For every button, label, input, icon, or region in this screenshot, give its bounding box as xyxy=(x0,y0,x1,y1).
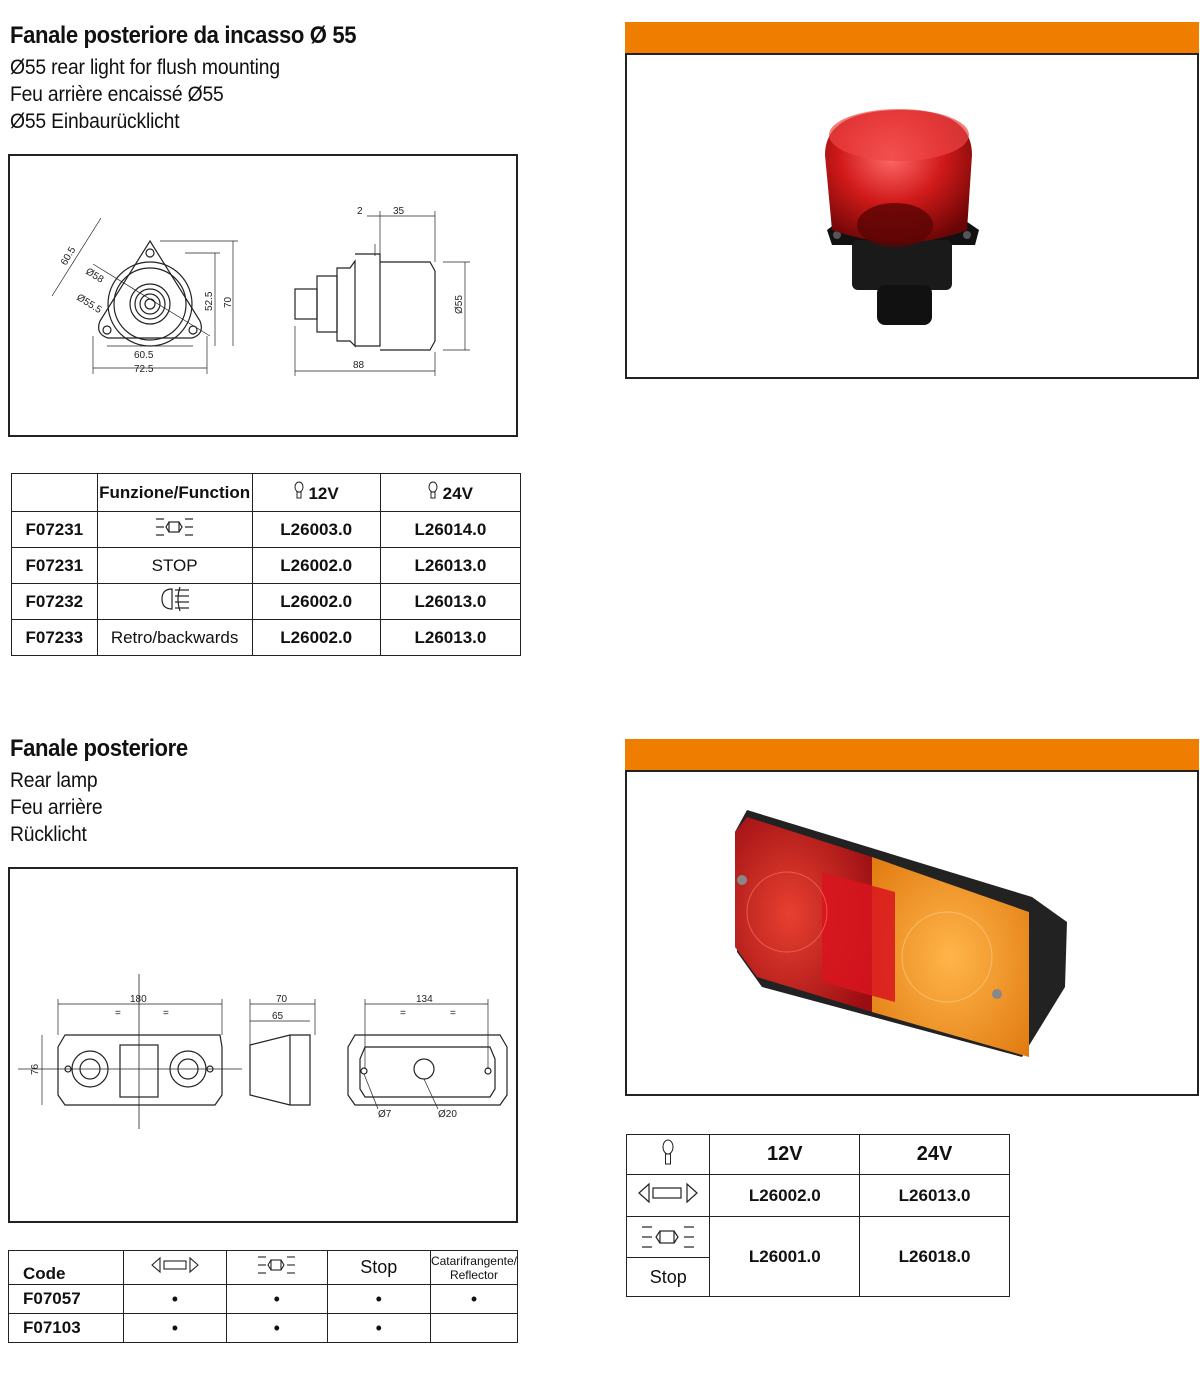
row-mark: • xyxy=(327,1314,430,1343)
row-12v: L26002.0 xyxy=(252,584,380,620)
table-row xyxy=(627,1175,1010,1217)
position-light-icon xyxy=(227,1251,327,1285)
bulb-icon xyxy=(627,1135,710,1175)
row-24v: L26014.0 xyxy=(380,512,520,548)
table-row xyxy=(12,512,521,548)
product-photo-2 xyxy=(625,770,1199,1096)
row-24v: L26013.0 xyxy=(380,584,520,620)
dim-eq: = xyxy=(163,1008,169,1019)
orange-header-bar-1 xyxy=(625,22,1199,54)
dim-180: 180 xyxy=(130,994,147,1005)
fog-light-icon xyxy=(97,584,252,620)
section1-title: Fanale posteriore da incasso Ø 55 xyxy=(10,22,357,49)
table-row xyxy=(12,548,521,584)
subtitle-de: Ø55 Einbaurücklicht xyxy=(10,110,180,133)
rear-lamp-drawing-svg xyxy=(10,869,516,1221)
dim-70: 70 xyxy=(276,994,288,1005)
bulb-icon xyxy=(294,484,309,503)
dim-72-5: 72.5 xyxy=(134,364,154,375)
section2-subtitles xyxy=(10,767,111,848)
dim-76: 76 xyxy=(30,1063,41,1075)
dim-d58: Ø58 xyxy=(83,266,106,286)
section2-title: Fanale posteriore xyxy=(10,735,188,762)
header-reflector: Catarifrangente/ Reflector xyxy=(430,1251,517,1285)
row-mark: • xyxy=(123,1314,227,1343)
dim-d20: Ø20 xyxy=(438,1109,457,1120)
rear-lamp-code-table xyxy=(8,1250,518,1343)
table-header-row xyxy=(12,474,521,512)
row-24v: L26013.0 xyxy=(860,1175,1010,1217)
flush-light-drawing-svg xyxy=(10,156,516,435)
dim-2: 2 xyxy=(357,206,363,217)
row-code: F07103 xyxy=(9,1314,124,1343)
row-code: F07232 xyxy=(12,584,98,620)
header-function: Funzione/Function xyxy=(97,474,252,512)
row-12v: L26002.0 xyxy=(710,1175,860,1217)
row-12v: L26002.0 xyxy=(252,548,380,584)
orange-header-bar-2 xyxy=(625,739,1199,771)
dim-eq: = xyxy=(115,1008,121,1019)
header-stop: Stop xyxy=(327,1251,430,1285)
dim-d7: Ø7 xyxy=(378,1109,392,1120)
turn-signal-icon xyxy=(123,1251,227,1285)
position-light-icon xyxy=(627,1217,709,1258)
turn-signal-icon xyxy=(627,1175,710,1217)
flush-red-light-image xyxy=(627,55,1197,377)
dim-eq: = xyxy=(400,1008,406,1019)
dim-70: 70 xyxy=(223,296,234,308)
row-code: F07057 xyxy=(9,1285,124,1314)
dim-d55: Ø55 xyxy=(454,295,465,314)
table-row xyxy=(12,620,521,656)
flush-light-table xyxy=(11,473,521,656)
row-24v: L26013.0 xyxy=(380,620,520,656)
row-code: F07231 xyxy=(12,512,98,548)
table-header-row xyxy=(627,1135,1010,1175)
table-row xyxy=(9,1314,518,1343)
row-24v: L26013.0 xyxy=(380,548,520,584)
row-code: F07231 xyxy=(12,548,98,584)
row-24v: L26018.0 xyxy=(860,1217,1010,1297)
dim-65: 65 xyxy=(272,1011,284,1022)
subtitle-en: Rear lamp xyxy=(10,769,98,792)
header-24v: 24V xyxy=(860,1135,1010,1175)
dim-35: 35 xyxy=(393,206,405,217)
row-function: STOP xyxy=(97,548,252,584)
row-12v: L26002.0 xyxy=(252,620,380,656)
table-header-row xyxy=(9,1251,518,1285)
row-12v: L26001.0 xyxy=(710,1217,860,1297)
row-mark xyxy=(430,1314,517,1343)
dim-60-5-diag: 60.5 xyxy=(59,245,79,268)
technical-drawing-1 xyxy=(8,154,518,437)
rear-lamp-image xyxy=(627,772,1197,1094)
subtitle-fr: Feu arrière xyxy=(10,796,103,819)
header-code: Code xyxy=(9,1251,124,1285)
subtitle-de: Rücklicht xyxy=(10,823,87,846)
subtitle-en: Ø55 rear light for flush mounting xyxy=(10,56,280,79)
dim-52-5: 52.5 xyxy=(204,291,215,311)
row-mark: • xyxy=(227,1285,327,1314)
section1-subtitles xyxy=(10,54,303,135)
dim-88: 88 xyxy=(353,360,365,371)
dim-d55-5: Ø55.5 xyxy=(74,292,104,316)
dim-eq: = xyxy=(450,1008,456,1019)
header-12v: 12V xyxy=(710,1135,860,1175)
header-code xyxy=(12,474,98,512)
row-mark: • xyxy=(227,1314,327,1343)
dim-60-5: 60.5 xyxy=(134,350,154,361)
table-row xyxy=(12,584,521,620)
stop-cell xyxy=(627,1217,710,1297)
position-light-icon xyxy=(97,512,252,548)
row-mark: • xyxy=(123,1285,227,1314)
header-24v: 24V xyxy=(380,474,520,512)
bulb-icon xyxy=(428,484,443,503)
row-12v: L26003.0 xyxy=(252,512,380,548)
dim-134: 134 xyxy=(416,994,433,1005)
row-function: Retro/backwards xyxy=(97,620,252,656)
technical-drawing-2 xyxy=(8,867,518,1223)
table-row xyxy=(9,1285,518,1314)
row-code: F07233 xyxy=(12,620,98,656)
subtitle-fr: Feu arrière encaissé Ø55 xyxy=(10,83,224,106)
product-photo-1 xyxy=(625,53,1199,379)
table-row xyxy=(627,1217,1010,1297)
row-mark: • xyxy=(430,1285,517,1314)
rear-lamp-bulb-table xyxy=(626,1134,1010,1297)
stop-label: Stop xyxy=(649,1267,687,1287)
header-12v: 12V xyxy=(252,474,380,512)
row-mark: • xyxy=(327,1285,430,1314)
